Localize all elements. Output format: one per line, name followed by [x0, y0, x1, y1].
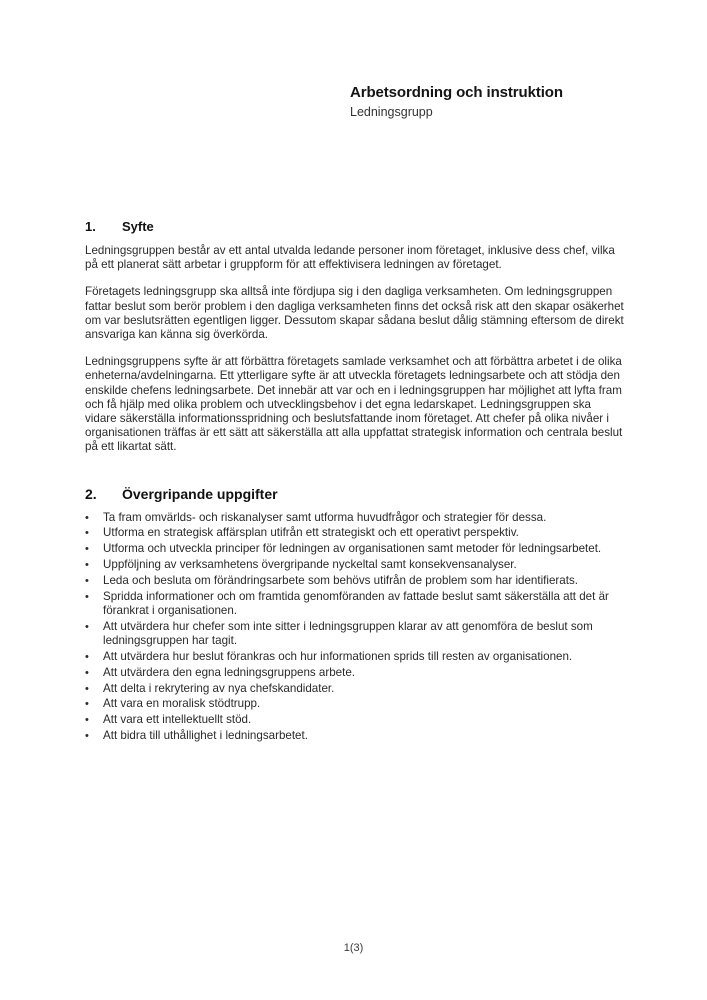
list-item: [85, 590, 627, 619]
bullet-icon: •: [85, 698, 89, 711]
list-item-label: Ta fram omvärlds- och riskanalyser samt utforma huvudfrågor och strategier för dessa.: [103, 510, 547, 524]
paragraph: Företagets ledningsgrupp ska alltså inte fördjupa sig i den dagliga verksamheten. Om ledningsgruppen fattar beslut som berör problem i den dagliga verksamheten finns det också risk att den skapar osäkerhet om var beslutsrätten egentligen ligger. Dessutom skapar sådana beslut dålig stämning eftersom de direkt ansvariga kan känna sig överkörda.: [85, 285, 624, 342]
paragraph: Ledningsgruppens syfte är att förbättra företagets samlade verksamhet och att förbättra arbetet i de olika enheterna/avdelningarna. Ett ytterligare syfte är att utveckla företagets ledningsarbete och att stödja den enskilde chefens ledningsarbete. Det innebär att var och en i ledningsgruppen har möjlighet att lyfta fram och få hjälp med olika problem och utvecklingsbehov i det egna ledarskapet. Ledningsgruppen ska vidare säkerställa informationsspridning och beslutsfattande inom företaget. Att chefer på olika nivåer i organisationen träffas är ett sätt att säkerställa att alla uppfattat strategisk information och centrala beslut på ett likartat sätt.: [85, 355, 623, 454]
list-item-label: Att delta i rekrytering av nya chefskandidater.: [103, 681, 335, 695]
bullet-icon: •: [85, 527, 89, 540]
list-item: [85, 620, 627, 649]
list-item: [85, 574, 627, 588]
list-item: [85, 526, 627, 540]
section-heading-overgripande-uppgifter: [85, 485, 625, 503]
bullet-icon: •: [85, 574, 89, 587]
bullet-icon: •: [85, 511, 89, 524]
list-item-label: Att utvärdera hur beslut förankras och hur informationen sprids till resten av organisationen.: [103, 650, 573, 664]
bullet-icon: •: [85, 730, 89, 743]
list-item-label: Spridda informationer och om framtida genomföranden av fattade beslut samt säkerställa att det är förankrat i organisationen.: [103, 589, 609, 618]
document-title: Arbetsordning och instruktion: [350, 84, 563, 101]
bullet-icon: •: [85, 590, 89, 603]
list-item: [85, 713, 627, 727]
list-item-label: Att bidra till uthållighet i ledningsarbetet.: [103, 729, 308, 743]
list-item: [85, 558, 627, 572]
list-item-label: Att vara ett intellektuellt stöd.: [103, 713, 252, 727]
section-heading-syfte: [85, 218, 625, 235]
overgripande-uppgifter-list: [85, 511, 627, 744]
list-item: [85, 682, 627, 696]
list-item-label: Utforma och utveckla principer för ledningen av organisationen samt metoder för ledningsarbetet.: [103, 542, 602, 556]
list-item: [85, 542, 627, 556]
bullet-icon: •: [85, 714, 89, 727]
page-indicator: 1(3): [343, 942, 364, 954]
section-title: Övergripande uppgifter: [122, 485, 278, 502]
list-item: [85, 511, 627, 525]
list-item-label: Att utvärdera den egna ledningsgruppens arbete.: [103, 665, 356, 679]
bullet-icon: •: [85, 682, 89, 695]
list-item-label: Utforma en strategisk affärsplan utifrån ett strategiskt och ett operativt perspektiv.: [103, 526, 519, 540]
document-header: [350, 83, 650, 120]
bullet-icon: •: [85, 559, 89, 572]
bullet-icon: •: [85, 666, 89, 679]
document-subtitle: Ledningsgrupp: [350, 105, 433, 119]
section-number: 1.: [85, 219, 96, 234]
section-number: 2.: [85, 485, 97, 502]
bullet-icon: •: [85, 651, 89, 664]
list-item-label: Att utvärdera hur chefer som inte sitter i ledningsgruppen klarar av att genomföra de beslut som ledningsgruppen har tagit.: [103, 619, 593, 648]
bullet-icon: •: [85, 620, 89, 633]
list-item: [85, 697, 627, 711]
section-title: Syfte: [122, 219, 154, 234]
bullet-icon: •: [85, 543, 89, 556]
list-item: [85, 729, 627, 743]
list-item: [85, 650, 627, 664]
page-footer: [0, 941, 707, 955]
list-item-label: Att vara en moralisk stödtrupp.: [103, 697, 261, 711]
list-item-label: Leda och besluta om förändringsarbete som behövs utifrån de problem som har identifierats.: [103, 573, 578, 587]
paragraph: Ledningsgruppen består av ett antal utvalda ledande personer inom företaget, inklusive dess chef, vilka på ett planerat sätt arbetar i gruppform för att effektivisera ledningen av företaget.: [85, 244, 615, 272]
document-body: [85, 218, 625, 745]
list-item-label: Uppföljning av verksamhetens övergripande nyckeltal samt konsekvensanalyser.: [103, 558, 517, 572]
list-item: [85, 666, 627, 680]
